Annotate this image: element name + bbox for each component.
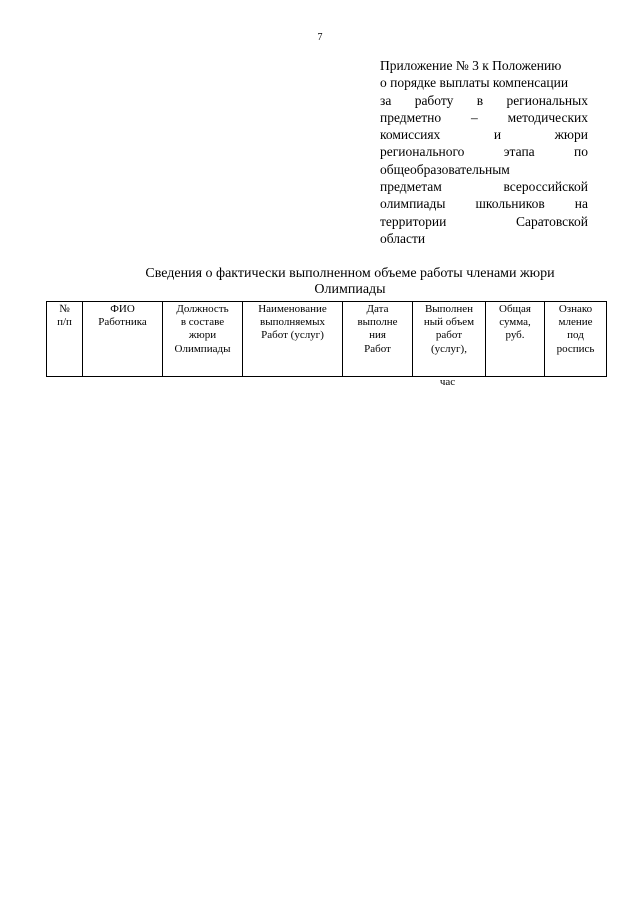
appendix-line: [380, 126, 588, 143]
page-number: 7: [317, 32, 323, 43]
appendix-word: этапа: [503, 144, 535, 160]
appendix-word: предметам: [380, 179, 442, 195]
appendix-line: [380, 195, 588, 212]
appendix-word: Саратовской: [516, 213, 588, 229]
appendix-word: школьников: [475, 196, 545, 212]
appendix-word: общеобразовательным: [380, 161, 510, 177]
column-header-position: Должность в составе жюри Олимпиады: [163, 302, 243, 377]
appendix-line: [380, 143, 588, 160]
appendix-word: жюри: [554, 127, 588, 143]
appendix-word: работу: [414, 92, 454, 108]
appendix-line: [380, 57, 588, 74]
appendix-word: в: [476, 92, 484, 108]
appendix-word: олимпиады: [380, 196, 446, 212]
column-header-number: № п/п: [47, 302, 83, 377]
appendix-line: [380, 109, 588, 126]
appendix-line: [380, 178, 588, 195]
appendix-word: предметно: [380, 109, 442, 125]
volume-unit-overflow: час: [439, 376, 456, 388]
appendix-word: области: [380, 230, 426, 246]
appendix-word: региональных: [506, 92, 588, 108]
appendix-word: о порядке выплаты компенсации: [380, 75, 569, 91]
appendix-word: за: [380, 92, 392, 108]
appendix-line: [380, 161, 588, 178]
appendix-word: по: [574, 144, 588, 160]
appendix-word: регионального: [380, 144, 465, 160]
title-line: Олимпиады: [314, 282, 386, 297]
appendix-word: комиссиях: [380, 127, 441, 143]
document-title: [60, 266, 640, 298]
appendix-word: –: [470, 109, 478, 125]
column-header-signature: Ознако мление под роспись: [545, 302, 607, 377]
column-header-work-name: Наименование выполняемых Работ (услуг): [243, 302, 343, 377]
appendix-word: и: [493, 127, 502, 143]
appendix-line: [380, 74, 588, 91]
appendix-word: методических: [507, 109, 588, 125]
appendix-line: [380, 230, 588, 247]
column-header-volume: Выполнен ный объем работ (услуг),: [413, 302, 486, 377]
column-header-total-sum: Общая сумма, руб.: [486, 302, 545, 377]
report-table: [46, 301, 607, 377]
appendix-header: [380, 57, 588, 247]
column-header-full-name: ФИО Работника: [83, 302, 163, 377]
appendix-word: территории: [380, 213, 447, 229]
title-line: Сведения о фактически выполненном объеме работы членами жюри: [145, 266, 555, 281]
table-header-row: [47, 302, 607, 377]
column-header-date: Дата выполне ния Работ: [343, 302, 413, 377]
appendix-word: на: [574, 196, 588, 212]
appendix-word: Приложение № 3 к Положению: [380, 58, 562, 73]
appendix-line: [380, 92, 588, 109]
appendix-line: [380, 213, 588, 230]
appendix-word: всероссийской: [503, 179, 588, 195]
